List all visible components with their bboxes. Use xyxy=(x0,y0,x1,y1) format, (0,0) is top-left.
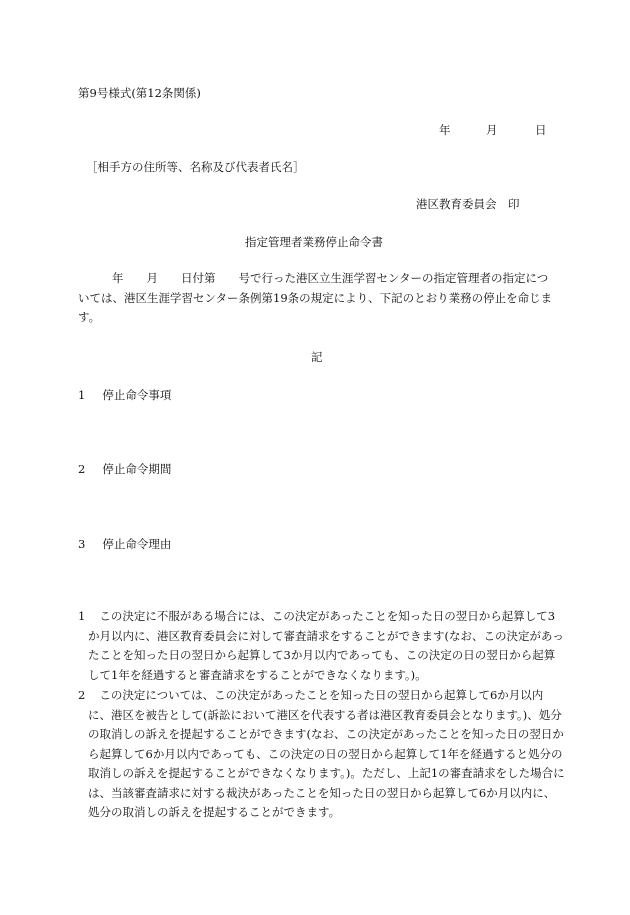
note-text: この決定については、この決定があったことを知った日の翌日から起算して6か月以内に、港区を被告として(訴訟において港区を代表する者は港区教育委員会となります。)、処分の取消しの訴えを提起することができます(なお、この決定があったことを知った日の翌日から起算して6か月以内であっても、この決定の日の翌日から起算して1年を経過すると処分の取消しの訴えを提起することができなくなります。)。ただし、上記1の審査請求をした場合には、当該審査請求に対する裁決があったことを知った日の翌日から起算して6か月以内に、処分の取消しの訴えを提起することができます。 xyxy=(88,688,565,819)
date-month: 月 xyxy=(486,123,498,137)
date-day: 日 xyxy=(535,123,547,137)
item-number: 3 xyxy=(78,537,86,551)
item-3 xyxy=(78,537,171,551)
item-2 xyxy=(78,462,171,476)
note-number: 2 xyxy=(78,688,86,702)
form-number: 第9号様式(第12条関係) xyxy=(78,86,201,100)
note-number: 1 xyxy=(78,609,86,623)
issuer: 港区教育委員会 印 xyxy=(416,197,520,211)
ki-heading: 記 xyxy=(311,350,323,364)
note-text: この決定に不服がある場合には、この決定があったことを知った日の翌日から起算して3か月以内に、港区教育委員会に対して審査請求をすることができます(なお、この決定があったことを知った日の翌日から起算して3か月以内であっても、この決定の日の翌日から起算して1年を経過すると審査請求をすることができなくなります。)。 xyxy=(88,609,564,682)
document-title: 指定管理者業務停止命令書 xyxy=(245,235,383,249)
body-paragraph: 年 月 日付第 号で行った港区立生涯学習センターの指定管理者の指定については、港区生涯学習センター条例第19条の規定により、下記のとおり業務の停止を命じます。 xyxy=(78,271,553,324)
note-2 xyxy=(78,686,566,823)
item-number: 1 xyxy=(78,388,86,402)
item-label: 停止命令期間 xyxy=(102,462,172,476)
date-year: 年 xyxy=(439,123,451,137)
item-label: 停止命令事項 xyxy=(102,388,172,402)
note-1 xyxy=(78,607,566,685)
item-number: 2 xyxy=(78,462,86,476)
item-1 xyxy=(78,388,171,402)
item-label: 停止命令理由 xyxy=(102,537,172,551)
addressee: ［相手方の住所等、名称及び代表者氏名］ xyxy=(86,160,305,174)
